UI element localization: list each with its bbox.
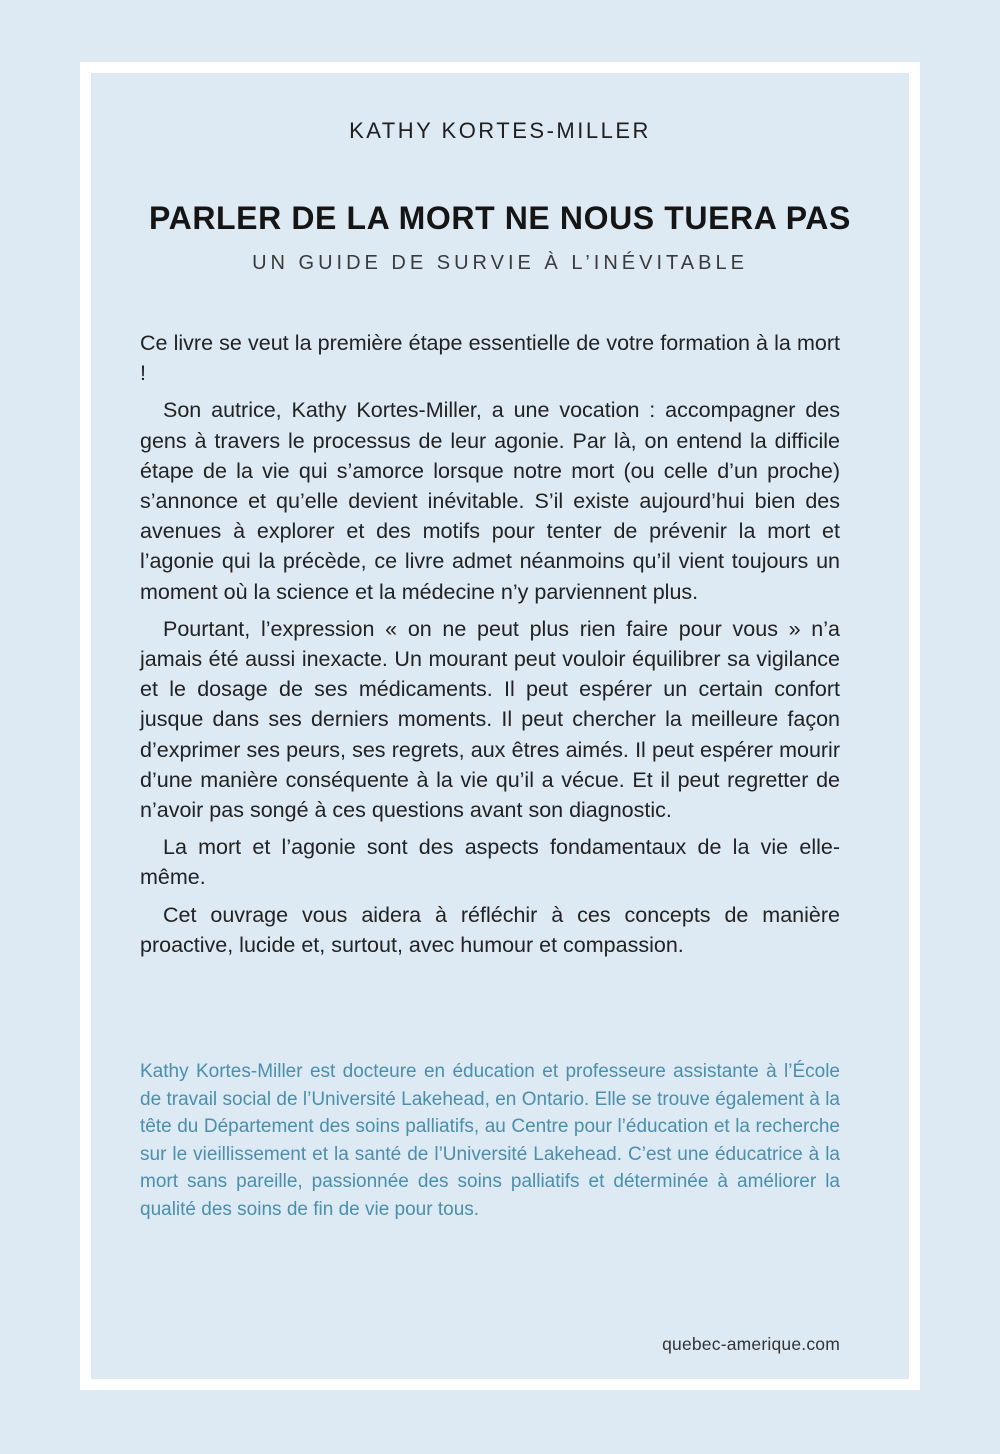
publisher-website: quebec-amerique.com	[662, 1334, 840, 1354]
back-cover-blurb	[140, 328, 840, 967]
author-name: KATHY KORTES-MILLER	[349, 118, 651, 143]
blurb-paragraph: Cet ouvrage vous aidera à réfléchir à ces concepts de manière proactive, lucide et, surtout, avec humour et compassion.	[140, 902, 840, 957]
blurb-paragraph: Son autrice, Kathy Kortes-Miller, a une vocation : accompagner des gens à travers le processus de leur agonie. Par là, on entend la difficile étape de la vie qui s’amorce lorsque notre mort (ou celle d’un proche) s’annonce et qu’elle devient inévitable. S’il existe aujourd’hui bien des avenues à explorer et des motifs pour tenter de prévenir la mort et l’agonie qui la précède, ce livre admet néanmoins qu’il vient toujours un moment où la science et la médecine n’y parviennent plus.	[140, 398, 840, 604]
author-bio: Kathy Kortes-Miller est docteure en éducation et professeure assistante à l’École de travail social de l’Université Lakehead, en Ontario. Elle se trouve également à la tête du Département des soins palliatifs, au Centre pour l’éducation et la recherche sur le vieillissement et la santé de l’Université Lakehead. C’est une éducatrice à la mort sans pareille, passionnée des soins palliatifs et déterminée à améliorer la qualité des soins de fin de vie pour tous.	[140, 1061, 840, 1220]
blurb-paragraph: La mort et l’agonie sont des aspects fondamentaux de la vie elle-même.	[140, 835, 840, 890]
book-subtitle: UN GUIDE DE SURVIE À L’INÉVITABLE	[252, 252, 748, 274]
book-title: PARLER DE LA MORT NE NOUS TUERA PAS	[149, 200, 851, 236]
blurb-paragraph: Ce livre se veut la première étape essentielle de votre formation à la mort !	[140, 331, 840, 386]
blurb-paragraph: Pourtant, l’expression « on ne peut plus rien faire pour vous » n’a jamais été aussi inexacte. Un mourant peut vouloir équilibrer sa vigilance et le dosage de ses médicaments. Il peut espérer un certain confort jusque dans ses derniers moments. Il peut chercher la meilleure façon d’exprimer ses peurs, ses regrets, aux êtres aimés. Il peut espérer mourir d’une manière conséquente à la vie qu’il a vécue. Et il peut regretter de n’avoir pas songé à ces questions avant son diagnostic.	[140, 616, 840, 823]
